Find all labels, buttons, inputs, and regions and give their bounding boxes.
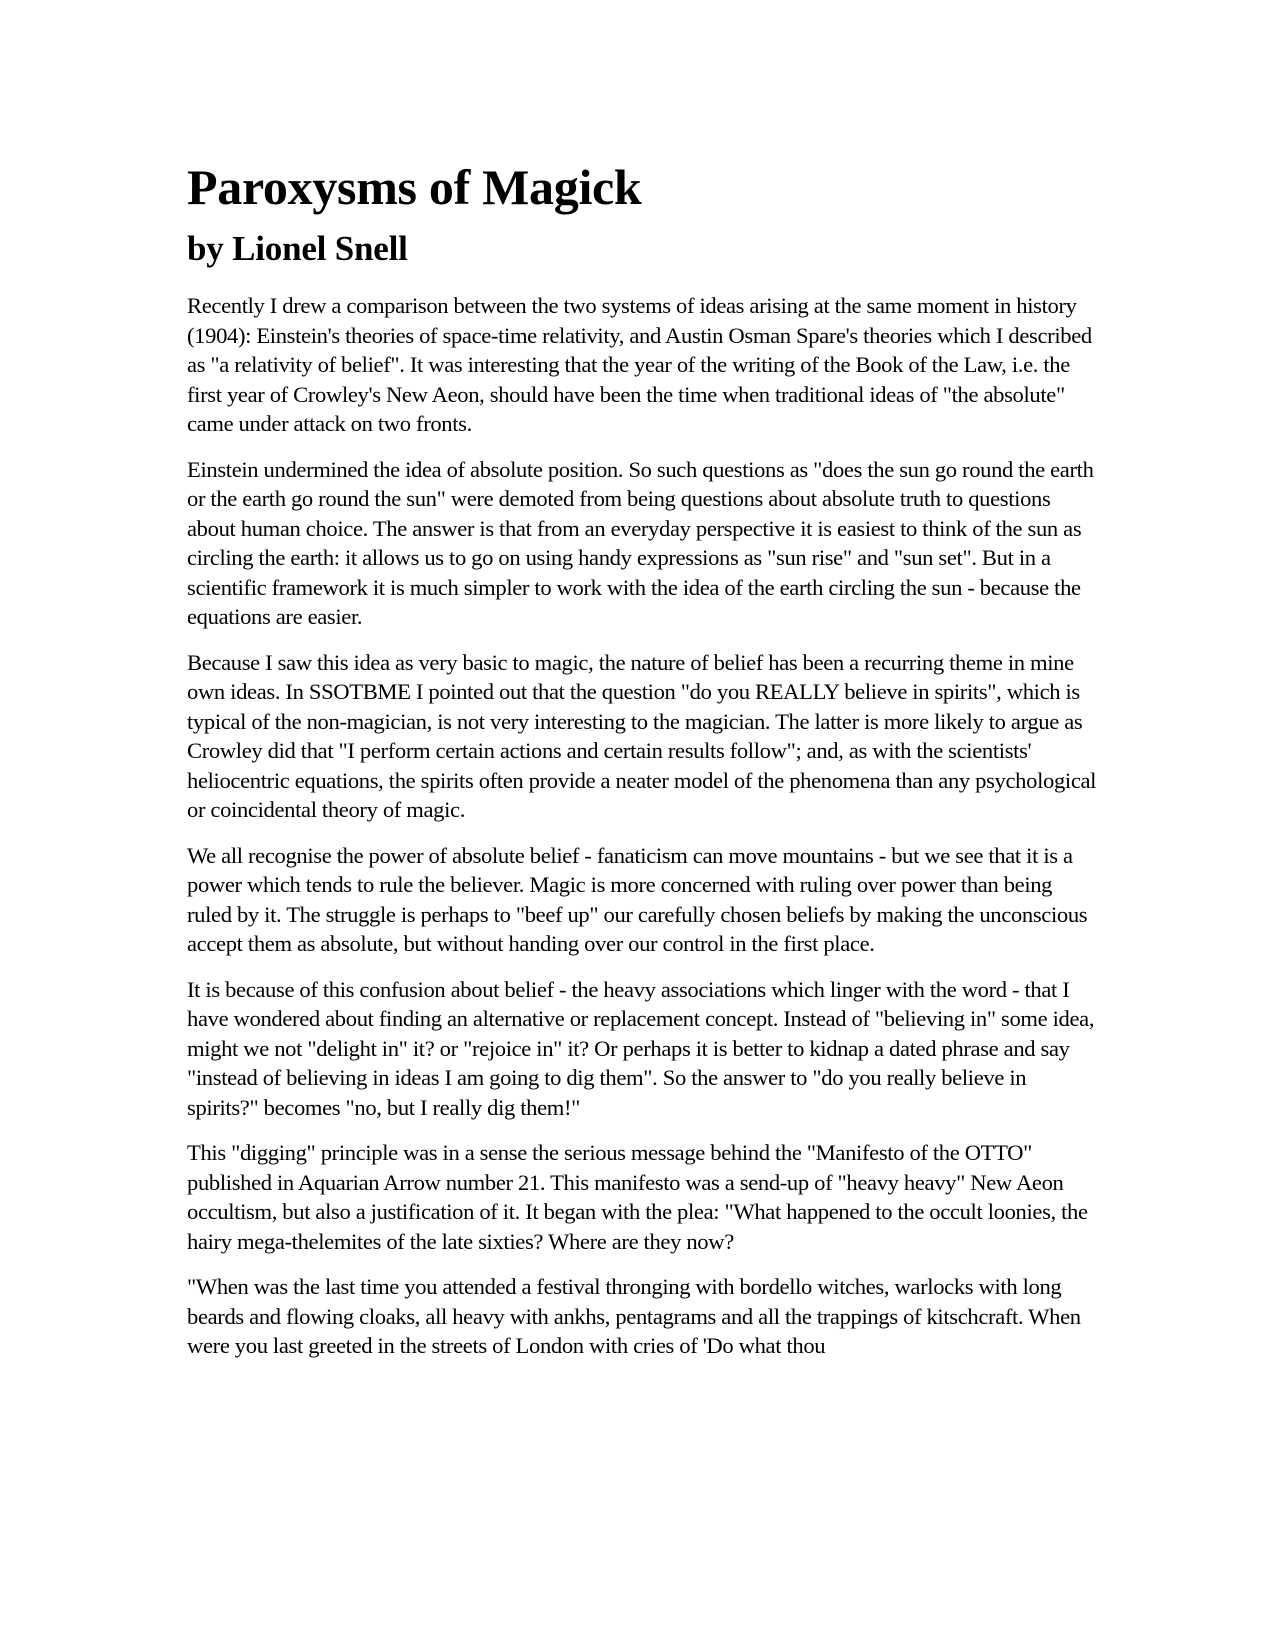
paragraph-5: It is because of this confusion about belief - the heavy associations which linger with the word - that I have wondered about finding an alternative or replacement concept. Instead of "believing in" some idea, might we not "delight in" it? or "rejoice in" it? Or perhaps it is better to kidnap a dated phrase and say "instead of believing in ideas I am going to dig them". So the answer to "do you really believe in spirits?" becomes "no, but I really dig them!" [187,976,1095,1120]
paragraph-3: Because I saw this idea as very basic to magic, the nature of belief has been a recurring theme in mine own ideas. In SSOTBME I pointed out that the question "do you REALLY believe in spirits", which is typical of the non-magician, is not very interesting to the magician. The latter is more likely to argue as Crowley did that "I perform certain actions and certain results follow"; and, as with the scientists' heliocentric equations, the spirits often provide a neater model of the phenomena than any psychological or coincidental theory of magic. [187,649,1097,822]
paragraph-4: We all recognise the power of absolute belief - fanaticism can move mountains - but we see that it is a power which tends to rule the believer. Magic is more concerned with ruling over power than being ruled by it. The struggle is perhaps to "beef up" our carefully chosen beliefs by making the unconscious accept them as absolute, but without handing over our control in the first place. [187,842,1088,956]
document-page [187,155,1099,1377]
document-byline: by Lionel Snell [187,229,408,268]
paragraph-6: This "digging" principle was in a sense the serious message behind the "Manifesto of the OTTO" published in Aquarian Arrow number 21. This manifesto was a send-up of "heavy heavy" New Aeon occultism, but also a justification of it. It began with the plea: "What happened to the occult loonies, the hairy mega-thelemites of the late sixties? Where are they now? [187,1140,1088,1254]
paragraph-1: Recently I drew a comparison between the two systems of ideas arising at the same moment in history (1904): Einstein's theories of space-time relativity, and Austin Osman Spare's theories which I described as "a relativity of belief". It was interesting that the year of the writing of the Book of the Law, i.e. the first year of Crowley's New Aeon, should have been the time when traditional ideas of "the absolute" came under attack on two fronts. [187,293,1092,436]
paragraph-2: Einstein undermined the idea of absolute position. So such questions as "does the sun go round the earth or the earth go round the sun" were demoted from being questions about absolute truth to questions about human choice. The answer is that from an everyday perspective it is easiest to think of the sun as circling the earth: it allows us to go on using handy expressions as "sun rise" and "sun set". But in a scientific framework it is much simpler to work with the idea of the earth circling the sun - because the equations are easier. [187,456,1094,629]
document-title: Paroxysms of Magick [187,159,642,215]
paragraph-7: "When was the last time you attended a festival thronging with bordello witches, warlocks with long beards and flowing cloaks, all heavy with ankhs, pentagrams and all the trappings of kitschcraft. When were you last greeted in the streets of London with cries of 'Do what thou [187,1274,1081,1358]
